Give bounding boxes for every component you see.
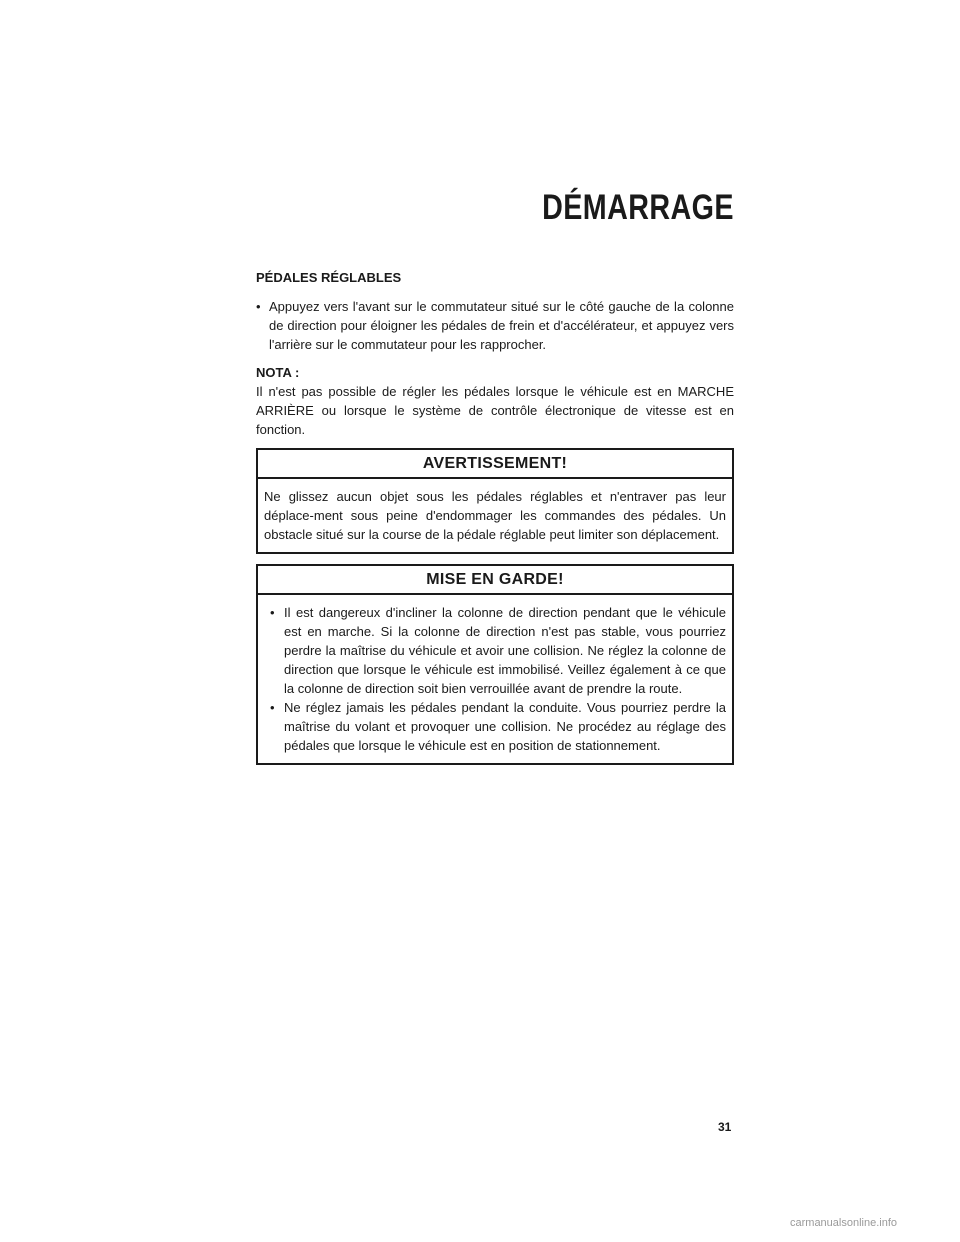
page-number: 31 — [718, 1120, 732, 1134]
watermark-link[interactable]: carmanualsonline.info — [790, 1217, 898, 1229]
warning-box-text: Ne glissez aucun objet sous les pédales réglables et n'entraver pas leur déplace-ment sous peine d'endommager les commandes des pédales. Un obstacle situé sur la course de la pédale réglable peut limiter son déplacement. — [264, 489, 726, 542]
caution-box-body — [258, 595, 732, 763]
main-content — [256, 268, 734, 765]
caution-list — [264, 603, 726, 755]
caution-box-title: MISE EN GARDE! — [258, 566, 732, 595]
note-text: Il n'est pas possible de régler les pédales lorsque le véhicule est en MARCHE ARRIÈRE ou lorsque le système de contrôle électronique de vitesse est en fonction. — [256, 384, 734, 437]
instruction-list — [256, 297, 734, 354]
caution-box — [256, 564, 734, 765]
caution-item: • Il est dangereux d'incliner la colonne de direction pendant que le véhicule est en marche. Si la colonne de direction n'est pas stable, vous pourriez perdre la maîtrise du véhicule et avoir une collision. Ne réglez la colonne de direction que lorsque le véhicule est immobilisé. Veillez également à ce que la colonne de direction soit bien verrouillée avant de prendre la route. — [270, 603, 726, 698]
note-label: NOTA : — [256, 365, 300, 380]
warning-box — [256, 448, 734, 554]
instruction-item: • Appuyez vers l'avant sur le commutateur situé sur le côté gauche de la colonne de direction pour éloigner les pédales de frein et d'accélérateur, et appuyez vers l'arrière sur le commutateur pour les rapprocher. — [256, 297, 734, 354]
section-heading: PÉDALES RÉGLABLES — [256, 270, 402, 285]
warning-box-title: AVERTISSEMENT! — [258, 450, 732, 479]
page-title: DÉMARRAGE — [542, 188, 734, 227]
caution-item: • Ne réglez jamais les pédales pendant la conduite. Vous pourriez perdre la maîtrise du volant et provoquer une collision. Ne procédez au réglage des pédales que lorsque le véhicule est en position de stationnement. — [270, 698, 726, 755]
